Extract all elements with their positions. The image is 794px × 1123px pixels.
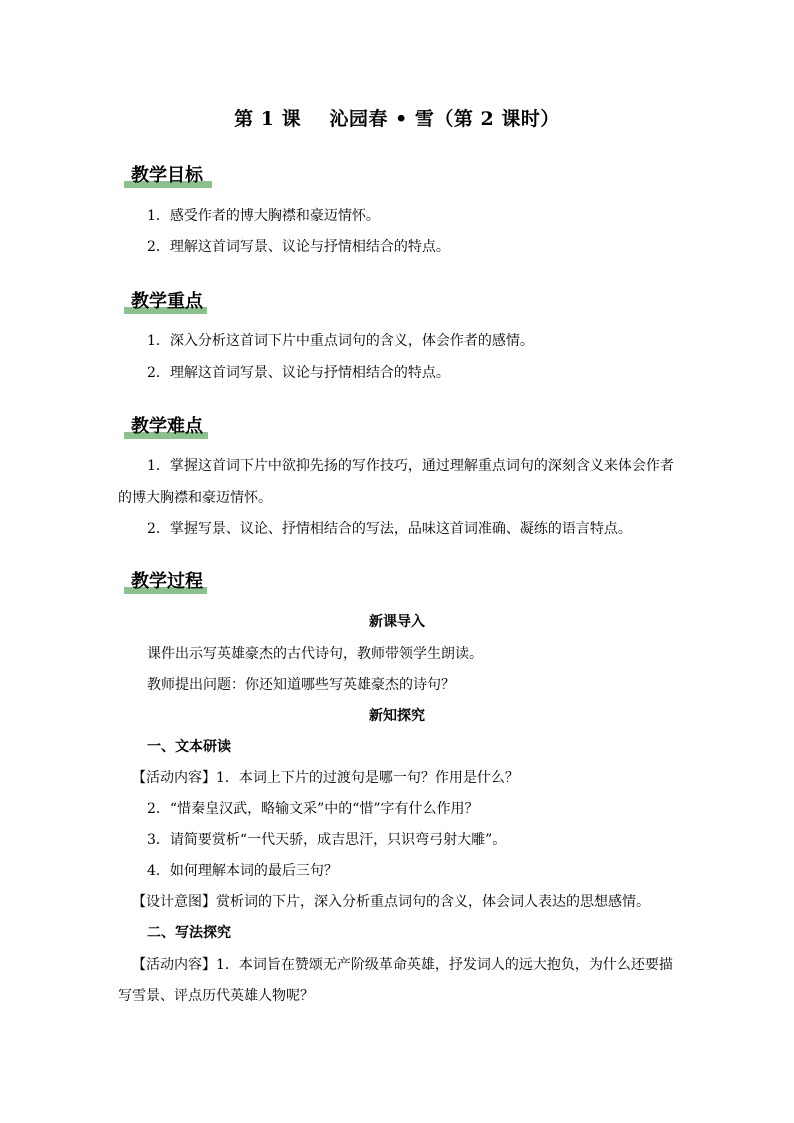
difficulty-item: 2．掌握写景、议论、抒情相结合的写法，品味这首词准确、凝练的语言特点。 <box>147 521 632 537</box>
activity-line: 【活动内容】1．本词上下片的过渡句是哪一句？作用是什么？ <box>132 770 519 786</box>
activity-line-continuation: 写雪景、评点历代英雄人物呢？ <box>118 988 314 1004</box>
intro-line: 课件出示写英雄豪杰的古代诗句，教师带领学生朗读。 <box>147 646 483 662</box>
section-heading-key-points <box>124 284 207 314</box>
subsection-title-intro: 新课导入 <box>369 614 425 630</box>
goal-item: 2．理解这首词写景、议论与抒情相结合的特点。 <box>147 239 450 255</box>
key-point-item: 1．深入分析这首词下片中重点词句的含义，体会作者的感情。 <box>147 333 534 349</box>
section-heading-label: 教学重点 <box>131 291 203 312</box>
section-heading-difficulties <box>124 409 208 439</box>
part-title-text-reading: 一、文本研读 <box>147 739 231 755</box>
design-intent-line: 【设计意图】赏析词的下片，深入分析重点词句的含义，体会词人表达的思想感情。 <box>132 894 650 910</box>
section-heading-goals <box>124 158 212 188</box>
difficulty-item-continuation: 的博大胸襟和豪迈情怀。 <box>118 490 272 506</box>
key-point-item: 2．理解这首词写景、议论与抒情相结合的特点。 <box>147 365 450 381</box>
question-line: 2．“惜秦皇汉武，略输文采”中的“惜”字有什么作用？ <box>147 801 479 817</box>
part-title-writing-method: 二、写法探究 <box>147 925 231 941</box>
question-line: 4．如何理解本词的最后三句？ <box>147 863 338 879</box>
section-heading-process <box>124 564 207 594</box>
question-line: 3．请简要赏析“一代天骄，成吉思汗，只识弯弓射大雕”。 <box>147 832 507 848</box>
activity-line: 【活动内容】1．本词旨在赞颂无产阶级革命英雄，抒发词人的远大抱负，为什么还要描 <box>132 957 673 973</box>
document-title: 第 1 课 沁园春 • 雪（第 2 课时） <box>234 108 560 130</box>
section-heading-label: 教学难点 <box>131 416 203 437</box>
section-heading-label: 教学过程 <box>131 571 203 592</box>
difficulty-item: 1．掌握这首词下片中欲抑先扬的写作技巧，通过理解重点词句的深刻含义来体会作者 <box>147 458 674 474</box>
subsection-title-explore: 新知探究 <box>369 708 425 724</box>
goal-item: 1．感受作者的博大胸襟和豪迈情怀。 <box>147 208 380 224</box>
intro-line: 教师提出问题：你还知道哪些写英雄豪杰的诗句？ <box>147 677 455 693</box>
section-heading-label: 教学目标 <box>131 165 203 186</box>
